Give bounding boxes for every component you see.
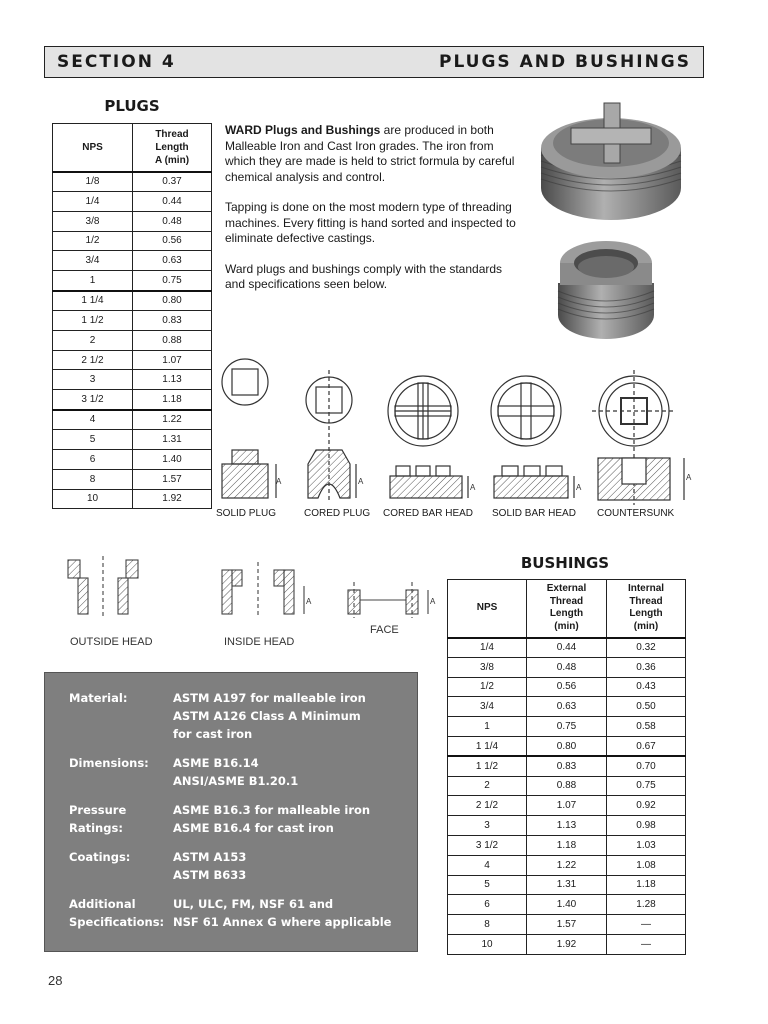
dim-label: A (576, 483, 582, 492)
external-thread-cell: 1.18 (527, 835, 607, 855)
table-row (53, 429, 212, 449)
internal-thread-cell: 1.08 (607, 855, 686, 875)
spec-row (69, 801, 417, 837)
nps-cell: 1 (448, 717, 527, 737)
bush-header-nps: NPS (448, 580, 527, 638)
external-thread-cell: 1.07 (527, 796, 607, 816)
internal-thread-cell: 0.32 (607, 638, 686, 658)
dim-label: A (276, 477, 282, 486)
nps-cell: 1 1/2 (448, 756, 527, 776)
spec-value: UL, ULC, FM, NSF 61 and (173, 897, 334, 911)
spec-values (173, 689, 413, 743)
solid-plug-drawing (222, 359, 276, 498)
section-title: PLUGS AND BUSHINGS (438, 52, 691, 72)
table-row (53, 350, 212, 370)
thread-length-cell: 1.92 (133, 489, 212, 509)
plugs-table-body (53, 172, 212, 509)
nps-cell: 1/4 (53, 191, 133, 211)
face-drawing (348, 582, 428, 618)
thread-length-cell: 1.31 (133, 429, 212, 449)
table-row (53, 370, 212, 390)
bush-header-ext-line: External (546, 583, 587, 595)
nps-cell: 3/4 (53, 251, 133, 271)
table-row (53, 191, 212, 211)
bush-header-ext-line: (min) (554, 620, 579, 632)
table-row (53, 390, 212, 410)
thread-length-cell: 1.40 (133, 449, 212, 469)
bush-header-ext (527, 580, 607, 638)
external-thread-cell: 0.48 (527, 657, 607, 677)
spec-key: Coatings: (69, 850, 131, 864)
nps-cell: 1/2 (448, 677, 527, 697)
nps-cell: 3/8 (448, 657, 527, 677)
nps-cell: 1 1/4 (53, 291, 133, 311)
plug-photo (536, 93, 686, 225)
nps-cell: 1/2 (53, 231, 133, 251)
spec-value: ASME B16.14 (173, 756, 259, 770)
external-thread-cell: 1.22 (527, 855, 607, 875)
table-row (448, 915, 686, 935)
table-row (53, 211, 212, 231)
dim-label: A (686, 473, 692, 482)
cored-bar-head-drawing (388, 376, 468, 498)
bushing-types-diagram (56, 552, 446, 630)
nps-cell: 1 1/4 (448, 736, 527, 756)
table-row (53, 271, 212, 291)
internal-thread-cell: 0.58 (607, 717, 686, 737)
plugs-title: PLUGS (104, 97, 160, 115)
table-row (448, 875, 686, 895)
nps-cell: 2 (53, 330, 133, 350)
label-inside-head: INSIDE HEAD (224, 636, 295, 648)
plug-types-diagram (212, 350, 702, 510)
spec-row (69, 689, 417, 743)
label-solid-plug: SOLID PLUG (216, 508, 277, 519)
spec-values (173, 895, 413, 931)
section-header (44, 46, 704, 78)
intro-text (225, 123, 525, 308)
table-row (53, 231, 212, 251)
spec-values (173, 754, 413, 790)
table-row (448, 756, 686, 776)
bush-header-ext-line: Thread (549, 595, 584, 607)
dim-label: A (306, 597, 312, 606)
thread-length-cell: 0.48 (133, 211, 212, 231)
external-thread-cell: 0.75 (527, 717, 607, 737)
bush-header-int (607, 580, 686, 638)
plugs-header-thread (133, 124, 212, 172)
solid-bar-head-drawing (491, 376, 574, 498)
nps-cell: 6 (53, 449, 133, 469)
table-row (448, 717, 686, 737)
table-row (448, 638, 686, 658)
plugs-table (52, 123, 212, 509)
spec-value: for cast iron (173, 727, 253, 741)
thread-length-cell: 0.44 (133, 191, 212, 211)
table-row (448, 796, 686, 816)
internal-thread-cell: 1.18 (607, 875, 686, 895)
internal-thread-cell: 0.75 (607, 776, 686, 796)
thread-length-cell: 0.63 (133, 251, 212, 271)
label-face: FACE (370, 624, 399, 636)
nps-cell: 3 (448, 816, 527, 836)
external-thread-cell: 0.88 (527, 776, 607, 796)
spec-row (69, 848, 417, 884)
thread-length-cell: 0.83 (133, 310, 212, 330)
section-label: SECTION 4 (57, 52, 176, 72)
dim-label: A (470, 483, 476, 492)
internal-thread-cell: 0.70 (607, 756, 686, 776)
nps-cell: 3/8 (53, 211, 133, 231)
external-thread-cell: 0.63 (527, 697, 607, 717)
spec-value: ASME B16.3 for malleable iron (173, 803, 371, 817)
intro-paragraph-2: Tapping is done on the most modern type of threading machines. Every fitting is hand sorted and inspected to eliminate defective castings. (225, 200, 516, 245)
thread-length-cell: 1.07 (133, 350, 212, 370)
plugs-header-thread-line: A (min) (154, 154, 190, 166)
table-row (53, 449, 212, 469)
spec-value: ASTM A197 for malleable iron (173, 691, 366, 705)
nps-cell: 3/4 (448, 697, 527, 717)
internal-thread-cell: 0.43 (607, 677, 686, 697)
label-countersunk: COUNTERSUNK (597, 508, 675, 519)
nps-cell: 2 1/2 (53, 350, 133, 370)
nps-cell: 4 (53, 410, 133, 430)
inside-head-drawing (222, 562, 304, 618)
table-row (448, 776, 686, 796)
plugs-header-nps: NPS (53, 124, 133, 172)
nps-cell: 5 (53, 429, 133, 449)
external-thread-cell: 0.80 (527, 736, 607, 756)
nps-cell: 1/8 (53, 172, 133, 192)
internal-thread-cell: 1.28 (607, 895, 686, 915)
internal-thread-cell: 0.98 (607, 816, 686, 836)
nps-cell: 8 (448, 915, 527, 935)
table-row (448, 835, 686, 855)
bush-header-int-line: Internal (627, 583, 665, 595)
nps-cell: 1/4 (448, 638, 527, 658)
specifications-box (44, 672, 418, 952)
table-row (53, 251, 212, 271)
spec-row (69, 754, 417, 790)
table-row (53, 330, 212, 350)
spec-key: Pressure Ratings: (69, 803, 127, 835)
bushings-table-body (448, 638, 686, 955)
intro-paragraph-3: Ward plugs and bushings comply with the standards and specifications seen below. (225, 261, 503, 291)
internal-thread-cell: — (607, 934, 686, 954)
nps-cell: 1 1/2 (53, 310, 133, 330)
external-thread-cell: 0.56 (527, 677, 607, 697)
table-row (448, 855, 686, 875)
table-row (53, 291, 212, 311)
thread-length-cell: 0.88 (133, 330, 212, 350)
nps-cell: 3 1/2 (448, 835, 527, 855)
cored-plug-drawing (306, 370, 356, 500)
internal-thread-cell: 0.92 (607, 796, 686, 816)
bushings-table (447, 579, 686, 955)
spec-value: ASME B16.4 for cast iron (173, 821, 334, 835)
nps-cell: 3 1/2 (53, 390, 133, 410)
thread-length-cell: 0.56 (133, 231, 212, 251)
spec-key: Additional Specifications: (69, 897, 165, 929)
external-thread-cell: 1.13 (527, 816, 607, 836)
plugs-header-thread-line: Length (155, 141, 189, 153)
intro-p1-rest: are produced in both Malleable Iron and Cast Iron grades. The iron from which they are made is held to strict formula by careful chemical analysis and control. (225, 123, 515, 184)
nps-cell: 3 (53, 370, 133, 390)
internal-thread-cell: 0.36 (607, 657, 686, 677)
page-number: 28 (48, 973, 63, 988)
bush-header-int-line: (min) (633, 620, 659, 632)
thread-length-cell: 1.18 (133, 390, 212, 410)
dim-label: A (358, 477, 364, 486)
spec-row (69, 895, 417, 931)
label-cored-bar-head: CORED BAR HEAD (383, 508, 474, 519)
nps-cell: 1 (53, 271, 133, 291)
dim-label: A (430, 597, 436, 606)
internal-thread-cell: 0.67 (607, 736, 686, 756)
nps-cell: 10 (53, 489, 133, 509)
table-row (448, 816, 686, 836)
external-thread-cell: 0.83 (527, 756, 607, 776)
bush-header-int-line: Thread (629, 595, 663, 607)
nps-cell: 2 1/2 (448, 796, 527, 816)
nps-cell: 10 (448, 934, 527, 954)
nps-cell: 6 (448, 895, 527, 915)
external-thread-cell: 1.40 (527, 895, 607, 915)
table-row (448, 895, 686, 915)
internal-thread-cell: 1.03 (607, 835, 686, 855)
table-row (448, 657, 686, 677)
thread-length-cell: 0.80 (133, 291, 212, 311)
nps-cell: 5 (448, 875, 527, 895)
thread-length-cell: 1.57 (133, 469, 212, 489)
bush-header-ext-line: Length (549, 608, 584, 620)
spec-key: Dimensions: (69, 756, 149, 770)
table-row (53, 489, 212, 509)
bushings-title: BUSHINGS (520, 554, 610, 572)
table-row (448, 697, 686, 717)
thread-length-cell: 0.75 (133, 271, 212, 291)
intro-brand: WARD Plugs and Bushings (225, 123, 381, 137)
spec-value: ANSI/ASME B1.20.1 (173, 774, 299, 788)
label-cored-plug: CORED PLUG (304, 508, 371, 519)
thread-length-cell: 1.22 (133, 410, 212, 430)
external-thread-cell: 1.31 (527, 875, 607, 895)
nps-cell: 4 (448, 855, 527, 875)
spec-values (173, 848, 413, 884)
bushing-photo (554, 233, 658, 343)
spec-value: NSF 61 Annex G where applicable (173, 915, 392, 929)
nps-cell: 8 (53, 469, 133, 489)
spec-value: ASTM A126 Class A Minimum (173, 709, 361, 723)
table-row (53, 172, 212, 192)
table-row (448, 677, 686, 697)
external-thread-cell: 1.57 (527, 915, 607, 935)
spec-value: ASTM A153 (173, 850, 247, 864)
table-row (53, 410, 212, 430)
nps-cell: 2 (448, 776, 527, 796)
plugs-header-thread-line: Thread (155, 128, 189, 140)
thread-length-cell: 1.13 (133, 370, 212, 390)
table-row (448, 736, 686, 756)
outside-head-drawing (68, 556, 138, 618)
spec-value: ASTM B633 (173, 868, 247, 882)
label-solid-bar-head: SOLID BAR HEAD (492, 508, 576, 519)
internal-thread-cell: — (607, 915, 686, 935)
spec-values (173, 801, 413, 837)
spec-key: Material: (69, 691, 128, 705)
intro-paragraph-1 (225, 123, 525, 185)
table-row (53, 469, 212, 489)
table-row (53, 310, 212, 330)
thread-length-cell: 0.37 (133, 172, 212, 192)
internal-thread-cell: 0.50 (607, 697, 686, 717)
countersunk-drawing (592, 370, 684, 505)
external-thread-cell: 1.92 (527, 934, 607, 954)
label-outside-head: OUTSIDE HEAD (70, 636, 153, 648)
bush-header-int-line: Length (629, 608, 663, 620)
table-row (448, 934, 686, 954)
external-thread-cell: 0.44 (527, 638, 607, 658)
